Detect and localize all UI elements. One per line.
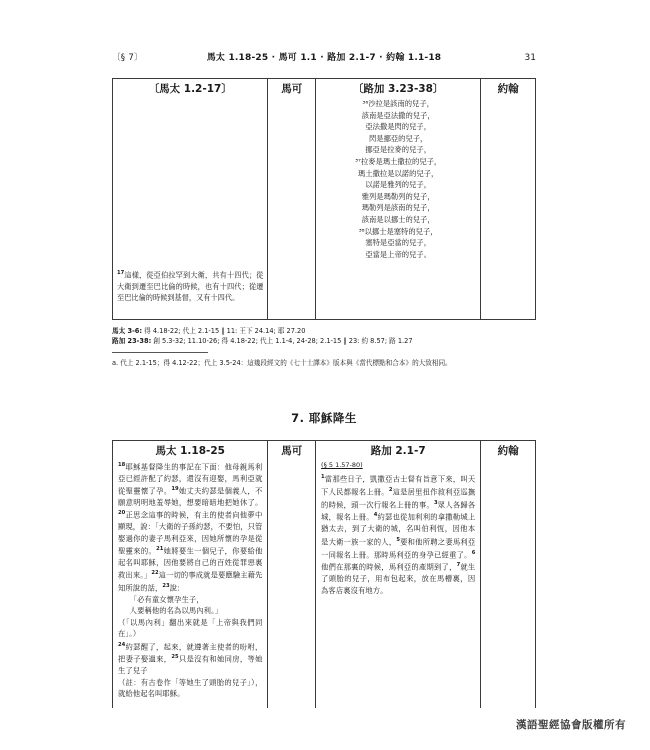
verse-number: 20 bbox=[118, 510, 126, 517]
column-luke-genealogy bbox=[315, 79, 480, 319]
scripture-text: 這一切的事成就是要應驗主藉先知所說的話， bbox=[118, 570, 263, 593]
column-header-matthew: 〔馬太 1.2-17〕 bbox=[148, 83, 232, 95]
genealogy-line: 以諾是雅列的兒子， bbox=[365, 180, 431, 190]
footnote-text: 代上 2.1-15；得 4.12-22；代上 3.5-24：這幾段經文的《七十士譯本》版本與《當代標點和合本》的大致相同。 bbox=[120, 359, 452, 367]
luke-nativity-text bbox=[321, 472, 475, 596]
section-marker: 〔§ 7〕 bbox=[112, 53, 143, 63]
verse-number: 5 bbox=[396, 536, 400, 543]
scripture-text: 眾人各歸各城，報名上冊。 bbox=[321, 500, 476, 522]
parallel-table-genealogy bbox=[112, 78, 536, 320]
scripture-text: 就生了頭胎的兒子，用布包起來，放在馬槽裏，因為客店裏沒有地方。 bbox=[321, 562, 476, 595]
verse-number: 4 bbox=[373, 512, 378, 519]
cross-reference-block bbox=[112, 326, 536, 346]
column-john-nativity bbox=[480, 441, 535, 708]
verse-number: 24 bbox=[118, 641, 126, 648]
parallel-table-nativity bbox=[112, 440, 536, 708]
scripture-text: 他們在那裏的時候，馬利亞的產期到了， bbox=[321, 562, 457, 572]
verse-number: 22 bbox=[151, 570, 159, 577]
footnote bbox=[112, 358, 536, 368]
reference-text: 得 4.18-22; 代上 2.1-15 ‖ 11: 王下 24.14; 耶 27.20 bbox=[144, 327, 306, 335]
verse-number: 7 bbox=[456, 562, 461, 569]
scripture-textual-note: （註：有古卷作「等她生了頭胎的兒子」），就給他起名叫耶穌。 bbox=[118, 677, 263, 699]
verse-number: 6 bbox=[471, 549, 476, 556]
scripture-text: 約瑟也從加利利的拿撒勒城上猶太去，到了大衛的城，名叫伯利恆，因他本是大衛一族一家的人， bbox=[321, 512, 476, 547]
genealogy-line: 瑪土撒拉是以諾的兒子， bbox=[358, 168, 439, 178]
genealogy-line: 雅列是瑪勒列的兒子， bbox=[361, 191, 435, 201]
luke-subsection-reference: (§ 5 1.57-80) bbox=[321, 461, 363, 469]
scripture-text: 這是居里扭作敘利亞巡撫的時候，頭一次行報名上冊的事。 bbox=[321, 487, 476, 510]
scripture-paragraph bbox=[321, 472, 475, 596]
genealogy-line: 塞特是亞當的兒子， bbox=[365, 238, 431, 248]
verse-number: 25 bbox=[171, 654, 179, 661]
column-header-john: 約翰 bbox=[497, 445, 519, 457]
genealogy-line: 閃是挪亞的兒子， bbox=[368, 133, 428, 143]
scripture-gloss: （「以馬內利」翻出來就是「上帝與我們同在」。） bbox=[118, 617, 263, 639]
footnote-rule bbox=[112, 352, 208, 353]
section-heading: 7. 耶穌降生 bbox=[291, 411, 357, 425]
luke-genealogy-list bbox=[321, 98, 475, 260]
genealogy-line: 該南是以挪士的兒子， bbox=[361, 214, 435, 224]
matthew-summary-paragraph bbox=[117, 268, 263, 303]
scripture-text: 她丈夫約瑟是個義人，不願意明明地羞辱她，想要暗暗地把她休了。 bbox=[118, 486, 263, 508]
verse-number: 3 bbox=[434, 499, 438, 506]
verse-number: 21 bbox=[156, 546, 164, 553]
verse-number: 1 bbox=[321, 474, 325, 480]
genealogy-line: 亞當是上帝的兒子。 bbox=[365, 249, 431, 259]
column-header-mark: 馬可 bbox=[281, 83, 303, 95]
scripture-text: 她將要生一個兒子，你要給他起名叫耶穌，因他要將自己的百姓從罪惡裏救出來。」 bbox=[118, 546, 263, 580]
genealogy-line: ³⁶沙拉是該南的兒子， bbox=[362, 99, 434, 108]
column-john-genealogy bbox=[480, 79, 535, 319]
scripture-quote-line: 「必有童女懷孕生子， bbox=[129, 595, 204, 604]
reference-book: 路加 23-38: bbox=[112, 337, 152, 345]
running-head bbox=[112, 50, 536, 63]
genealogy-line: ³⁸以挪士是塞特的兒子， bbox=[358, 226, 438, 236]
column-header-luke: 路加 2.1-7 bbox=[370, 445, 426, 457]
scripture-quote-line: 人要稱他的名為以馬內利。」 bbox=[129, 606, 223, 616]
scripture-text: 當那些日子，凱撒亞古士督有旨意下來，叫天下人民都報名上冊。 bbox=[321, 474, 476, 497]
scripture-text: 要和他所聘之妻馬利亞一同報名上冊。那時馬利亞的身孕已經重了。 bbox=[321, 537, 476, 559]
reference-book: 馬太 3-6: bbox=[112, 327, 143, 335]
verse-number: 17 bbox=[117, 270, 125, 276]
column-header-luke: 〔路加 3.23-38〕 bbox=[352, 83, 444, 95]
genealogy-line: 瑪勒列是該南的兒子， bbox=[361, 203, 435, 213]
column-header-mark: 馬可 bbox=[281, 445, 303, 457]
page-number: 31 bbox=[524, 53, 536, 63]
verse-number: 19 bbox=[171, 486, 179, 493]
column-matthew-genealogy bbox=[113, 79, 267, 319]
cross-reference-line bbox=[112, 326, 536, 336]
scripture-text: 只是沒有和她同房，等她生了兒子 bbox=[118, 654, 263, 676]
scripture-text: 耶穌基督降生的事記在下面：他母親馬利亞已經許配了約瑟，還沒有迎娶，馬利亞就從聖靈懷了孕。 bbox=[118, 462, 263, 496]
matthew-summary-text: 這樣，從亞伯拉罕到大衛，共有十四代；從大衛到遷至巴比倫的時候，也有十四代；從遷至巴比倫的時候到基督，又有十四代。 bbox=[117, 270, 264, 302]
matthew-nativity-text bbox=[118, 460, 262, 700]
column-mark-genealogy bbox=[267, 79, 315, 319]
scripture-text: 約瑟醒了，起來，就遵著主使者的吩咐，把妻子娶過來， bbox=[118, 642, 263, 664]
genealogy-line: 亞法撒是閃的兒子， bbox=[365, 122, 431, 132]
cross-reference-line bbox=[112, 336, 536, 346]
column-luke-nativity bbox=[315, 441, 480, 708]
verse-number: 18 bbox=[118, 462, 126, 468]
genealogy-line: ³⁷拉麥是瑪土撒拉的兒子， bbox=[355, 156, 442, 166]
footnote-marker: a. bbox=[112, 359, 119, 367]
genealogy-line: 挪亞是拉麥的兒子， bbox=[365, 145, 431, 155]
scripture-text: 說： bbox=[169, 583, 185, 593]
scripture-paragraph bbox=[118, 640, 262, 677]
copyright-watermark: 漢語聖經協會版權所有 bbox=[516, 719, 626, 731]
column-matthew-nativity bbox=[113, 441, 267, 708]
verse-number: 2 bbox=[388, 486, 393, 493]
column-header-john: 約翰 bbox=[497, 83, 519, 95]
scripture-paragraph bbox=[118, 460, 262, 594]
column-header-matthew: 馬太 1.18-25 bbox=[155, 445, 225, 457]
genealogy-line: 該南是亞法撒的兒子， bbox=[361, 110, 435, 120]
scripture-text: 正思念這事的時候，有主的使者向他夢中顯現，說：「大衛的子孫約瑟，不要怕，只管娶過你的妻子馬利亞來，因她所懷的孕是從聖靈來的。 bbox=[118, 510, 263, 556]
running-head-title: 馬太 1.18-25 · 馬可 1.1 · 路加 2.1-7 · 約翰 1.1-18 bbox=[206, 53, 442, 63]
verse-number: 23 bbox=[162, 583, 170, 590]
reference-text: 創 5.3-32; 11.10-26; 得 4.18-22; 代上 1.1-4, 24-28; 2.1-15 ‖ 23: 約 8.57; 路 1.27 bbox=[153, 337, 413, 345]
column-mark-nativity bbox=[267, 441, 315, 708]
